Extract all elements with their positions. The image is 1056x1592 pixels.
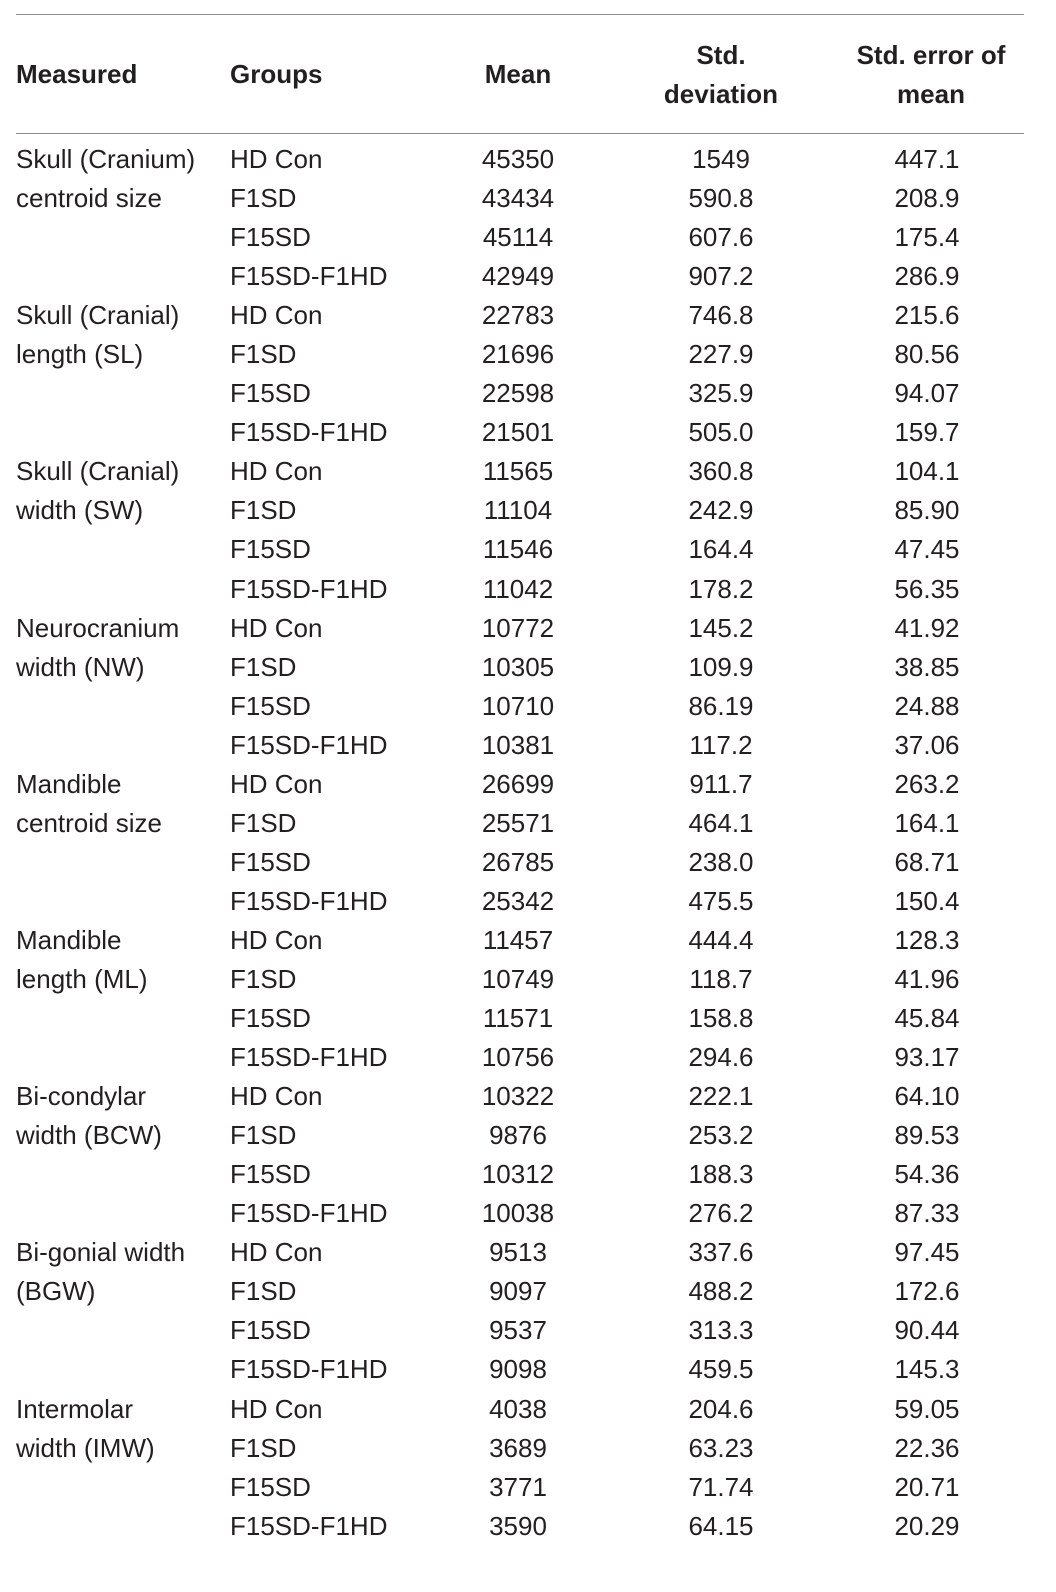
table-row <box>16 140 1024 179</box>
std-deviation-cell: 746.8 <box>688 300 754 331</box>
table-row <box>16 882 1024 921</box>
measure-label: width (IMW) <box>16 1432 155 1463</box>
std-error-cell: 97.45 <box>894 1237 960 1268</box>
table-row <box>16 1468 1024 1507</box>
group-cell: HD Con <box>230 300 323 331</box>
std-error-cell: 128.3 <box>894 924 960 955</box>
std-deviation-cell: 164.4 <box>688 534 754 565</box>
std-deviation-cell: 464.1 <box>688 807 754 838</box>
std-deviation-cell: 118.7 <box>689 963 753 994</box>
measure-label: Bi-gonial width <box>16 1237 186 1268</box>
std-deviation-cell: 86.19 <box>688 690 754 721</box>
table-row <box>16 765 1024 804</box>
std-deviation-cell: 590.8 <box>688 183 754 214</box>
group-cell: F1SD <box>230 1120 297 1151</box>
table-row <box>16 843 1024 882</box>
std-deviation-cell: 488.2 <box>688 1276 754 1307</box>
std-deviation-cell: 188.3 <box>688 1159 754 1190</box>
mean-cell: 25342 <box>481 885 555 916</box>
std-deviation-cell: 178.2 <box>688 573 754 604</box>
mean-cell: 10756 <box>481 1042 555 1073</box>
measure-label: (BGW) <box>16 1276 96 1307</box>
std-error-cell: 20.29 <box>894 1510 960 1541</box>
header-mean: Mean <box>484 59 552 89</box>
group-cell: F15SD <box>230 846 311 877</box>
std-error-cell: 68.71 <box>894 846 960 877</box>
std-deviation-cell: 607.6 <box>688 222 754 253</box>
table-row <box>16 1507 1024 1546</box>
table-body <box>16 134 1024 1546</box>
group-cell: F15SD-F1HD <box>230 1510 388 1541</box>
mean-cell: 11457 <box>482 924 554 955</box>
table-row <box>16 960 1024 999</box>
group-cell: HD Con <box>230 456 323 487</box>
mean-cell: 45350 <box>481 144 555 174</box>
mean-cell: 10038 <box>481 1198 555 1229</box>
measure-label: centroid size <box>16 183 162 214</box>
std-deviation-cell: 64.15 <box>688 1510 754 1541</box>
group-cell: F15SD <box>230 1159 311 1190</box>
mean-cell: 9513 <box>489 1237 547 1268</box>
measure-label: Skull (Cranium) <box>16 144 196 174</box>
mean-cell: 11571 <box>482 1003 554 1034</box>
measure-label: centroid size <box>16 807 162 838</box>
table-row <box>16 374 1024 413</box>
mean-cell: 9537 <box>489 1315 547 1346</box>
group-cell: F15SD-F1HD <box>230 729 388 760</box>
mean-cell: 26785 <box>481 846 555 877</box>
table-row <box>16 413 1024 452</box>
measure-label: Skull (Cranial) <box>16 300 180 331</box>
std-error-cell: 159.7 <box>894 417 960 448</box>
group-cell: HD Con <box>230 144 323 174</box>
table-row <box>16 1390 1024 1429</box>
std-error-cell: 215.6 <box>894 300 960 331</box>
std-error-cell: 286.9 <box>894 261 960 292</box>
std-error-cell: 263.2 <box>894 768 960 799</box>
mean-cell: 11104 <box>483 495 553 526</box>
std-deviation-cell: 475.5 <box>688 885 754 916</box>
std-error-cell: 164.1 <box>894 807 960 838</box>
std-deviation-cell: 227.9 <box>688 339 754 370</box>
group-cell: F1SD <box>230 651 297 682</box>
table-row <box>16 999 1024 1038</box>
group-cell: F15SD-F1HD <box>230 573 388 604</box>
mean-cell: 3771 <box>489 1471 547 1502</box>
group-cell: F15SD-F1HD <box>230 1042 388 1073</box>
table-row <box>16 921 1024 960</box>
mean-cell: 22783 <box>481 300 555 331</box>
group-cell: HD Con <box>230 768 323 799</box>
group-cell: F1SD <box>230 1432 297 1463</box>
table-row <box>16 726 1024 765</box>
std-error-cell: 45.84 <box>894 1003 960 1034</box>
group-cell: HD Con <box>230 612 323 643</box>
mean-cell: 45114 <box>482 222 554 253</box>
std-error-cell: 64.10 <box>894 1081 960 1112</box>
std-error-cell: 54.36 <box>894 1159 960 1190</box>
std-error-cell: 104.1 <box>894 456 960 487</box>
measure-label: length (SL) <box>16 339 144 370</box>
std-error-cell: 59.05 <box>894 1393 960 1424</box>
std-error-cell: 90.44 <box>894 1315 960 1346</box>
table-row <box>16 335 1024 374</box>
std-error-cell: 447.1 <box>894 144 960 174</box>
group-cell: F1SD <box>230 495 297 526</box>
mean-cell: 11042 <box>482 573 554 604</box>
table-row <box>16 257 1024 296</box>
table-row <box>16 179 1024 218</box>
table-row <box>16 530 1024 569</box>
std-error-cell: 85.90 <box>894 495 960 526</box>
std-error-cell: 41.92 <box>894 612 960 643</box>
std-error-cell: 172.6 <box>894 1276 960 1307</box>
mean-cell: 9097 <box>489 1276 547 1307</box>
std-error-cell: 150.4 <box>894 885 960 916</box>
header-groups: Groups <box>230 59 323 89</box>
mean-cell: 9876 <box>489 1120 547 1151</box>
mean-cell: 10772 <box>481 612 555 643</box>
std-deviation-cell: 911.7 <box>689 768 753 799</box>
std-deviation-cell: 117.2 <box>689 729 753 760</box>
mean-cell: 11546 <box>482 534 554 565</box>
std-error-cell: 93.17 <box>894 1042 960 1073</box>
measure-label: width (SW) <box>16 495 144 526</box>
data-table <box>16 14 1024 1546</box>
table-row <box>16 1116 1024 1155</box>
std-error-cell: 22.36 <box>894 1432 960 1463</box>
group-cell: HD Con <box>230 1081 323 1112</box>
table-row <box>16 570 1024 609</box>
group-cell: F1SD <box>230 963 297 994</box>
table-row <box>16 452 1024 491</box>
std-deviation-cell: 505.0 <box>688 417 754 448</box>
header-std-line1: Std. <box>696 40 746 70</box>
std-error-cell: 87.33 <box>894 1198 960 1229</box>
std-error-cell: 56.35 <box>894 573 960 604</box>
table-row <box>16 1194 1024 1233</box>
header-sem-line2: mean <box>897 79 965 109</box>
mean-cell: 10749 <box>481 963 555 994</box>
std-deviation-cell: 242.9 <box>688 495 754 526</box>
group-cell: F1SD <box>230 807 297 838</box>
mean-cell: 10710 <box>481 690 555 721</box>
group-cell: F15SD <box>230 222 311 253</box>
table-row <box>16 804 1024 843</box>
std-deviation-cell: 158.8 <box>688 1003 754 1034</box>
std-error-cell: 175.4 <box>894 222 960 253</box>
std-error-cell: 41.96 <box>894 963 960 994</box>
table-row <box>16 1350 1024 1389</box>
std-error-cell: 89.53 <box>894 1120 960 1151</box>
std-deviation-cell: 145.2 <box>688 612 754 643</box>
mean-cell: 9098 <box>489 1354 547 1385</box>
mean-cell: 21501 <box>481 417 555 448</box>
group-cell: F1SD <box>230 1276 297 1307</box>
std-deviation-cell: 204.6 <box>688 1393 754 1424</box>
table-row <box>16 1429 1024 1468</box>
table-row <box>16 1077 1024 1116</box>
table-row <box>16 1311 1024 1350</box>
group-cell: HD Con <box>230 1237 323 1268</box>
table-row <box>16 296 1024 335</box>
std-error-cell: 38.85 <box>894 651 960 682</box>
mean-cell: 10312 <box>481 1159 555 1190</box>
std-deviation-cell: 222.1 <box>688 1081 754 1112</box>
std-deviation-cell: 1549 <box>692 144 750 174</box>
std-deviation-cell: 294.6 <box>688 1042 754 1073</box>
group-cell: HD Con <box>230 924 323 955</box>
std-error-cell: 20.71 <box>894 1471 960 1502</box>
measure-label: width (NW) <box>16 651 145 682</box>
measure-label: Intermolar <box>16 1393 134 1424</box>
std-deviation-cell: 238.0 <box>688 846 754 877</box>
std-deviation-cell: 63.23 <box>688 1432 754 1463</box>
std-deviation-cell: 313.3 <box>688 1315 754 1346</box>
std-error-cell: 94.07 <box>894 378 960 409</box>
std-deviation-cell: 907.2 <box>688 261 754 292</box>
group-cell: F15SD-F1HD <box>230 261 388 292</box>
mean-cell: 10322 <box>481 1081 555 1112</box>
header-sem-line1: Std. error of <box>856 40 1006 70</box>
measure-label: Mandible <box>16 768 122 799</box>
group-cell: F15SD <box>230 1003 311 1034</box>
table-header <box>16 15 1024 133</box>
measure-label: length (ML) <box>16 963 148 994</box>
mean-cell: 4038 <box>489 1393 547 1424</box>
group-cell: HD Con <box>230 1393 323 1424</box>
group-cell: F15SD <box>230 534 311 565</box>
std-deviation-cell: 325.9 <box>688 378 754 409</box>
std-error-cell: 80.56 <box>894 339 960 370</box>
group-cell: F15SD-F1HD <box>230 1354 388 1385</box>
mean-cell: 42949 <box>481 261 555 292</box>
table-row <box>16 1233 1024 1272</box>
std-deviation-cell: 253.2 <box>688 1120 754 1151</box>
measure-label: Mandible <box>16 924 122 955</box>
mean-cell: 43434 <box>481 183 555 214</box>
std-error-cell: 24.88 <box>894 690 960 721</box>
measure-label: Skull (Cranial) <box>16 456 180 487</box>
table-row <box>16 687 1024 726</box>
mean-cell: 22598 <box>481 378 555 409</box>
mean-cell: 11565 <box>482 456 554 487</box>
std-deviation-cell: 109.9 <box>688 651 754 682</box>
mean-cell: 3590 <box>489 1510 547 1541</box>
std-error-cell: 208.9 <box>894 183 960 214</box>
group-cell: F1SD <box>230 339 297 370</box>
header-std-line2: deviation <box>663 79 779 109</box>
mean-cell: 25571 <box>481 807 555 838</box>
group-cell: F15SD-F1HD <box>230 1198 388 1229</box>
group-cell: F15SD-F1HD <box>230 885 388 916</box>
std-deviation-cell: 360.8 <box>688 456 754 487</box>
measure-label: Bi-condylar <box>16 1081 147 1112</box>
std-deviation-cell: 337.6 <box>688 1237 754 1268</box>
std-error-cell: 47.45 <box>894 534 960 565</box>
table-row <box>16 1272 1024 1311</box>
group-cell: F15SD-F1HD <box>230 417 388 448</box>
mean-cell: 3689 <box>489 1432 547 1463</box>
group-cell: F15SD <box>230 1471 311 1502</box>
mean-cell: 26699 <box>481 768 555 799</box>
std-deviation-cell: 71.74 <box>688 1471 754 1502</box>
mean-cell: 21696 <box>481 339 555 370</box>
table-row <box>16 218 1024 257</box>
measure-label: Neurocranium <box>16 612 180 643</box>
std-error-cell: 37.06 <box>894 729 960 760</box>
std-deviation-cell: 276.2 <box>688 1198 754 1229</box>
table-row <box>16 1155 1024 1194</box>
table-row <box>16 648 1024 687</box>
std-deviation-cell: 459.5 <box>688 1354 754 1385</box>
group-cell: F15SD <box>230 1315 311 1346</box>
group-cell: F15SD <box>230 378 311 409</box>
header-measured: Measured <box>16 59 138 89</box>
table-row <box>16 609 1024 648</box>
table-row <box>16 1038 1024 1077</box>
std-error-cell: 145.3 <box>894 1354 960 1385</box>
mean-cell: 10305 <box>481 651 555 682</box>
group-cell: F15SD <box>230 690 311 721</box>
std-deviation-cell: 444.4 <box>688 924 754 955</box>
group-cell: F1SD <box>230 183 297 214</box>
header-std-error <box>836 36 1026 114</box>
mean-cell: 10381 <box>481 729 555 760</box>
table-row <box>16 491 1024 530</box>
measure-label: width (BCW) <box>16 1120 162 1151</box>
header-std-deviation <box>646 36 796 114</box>
